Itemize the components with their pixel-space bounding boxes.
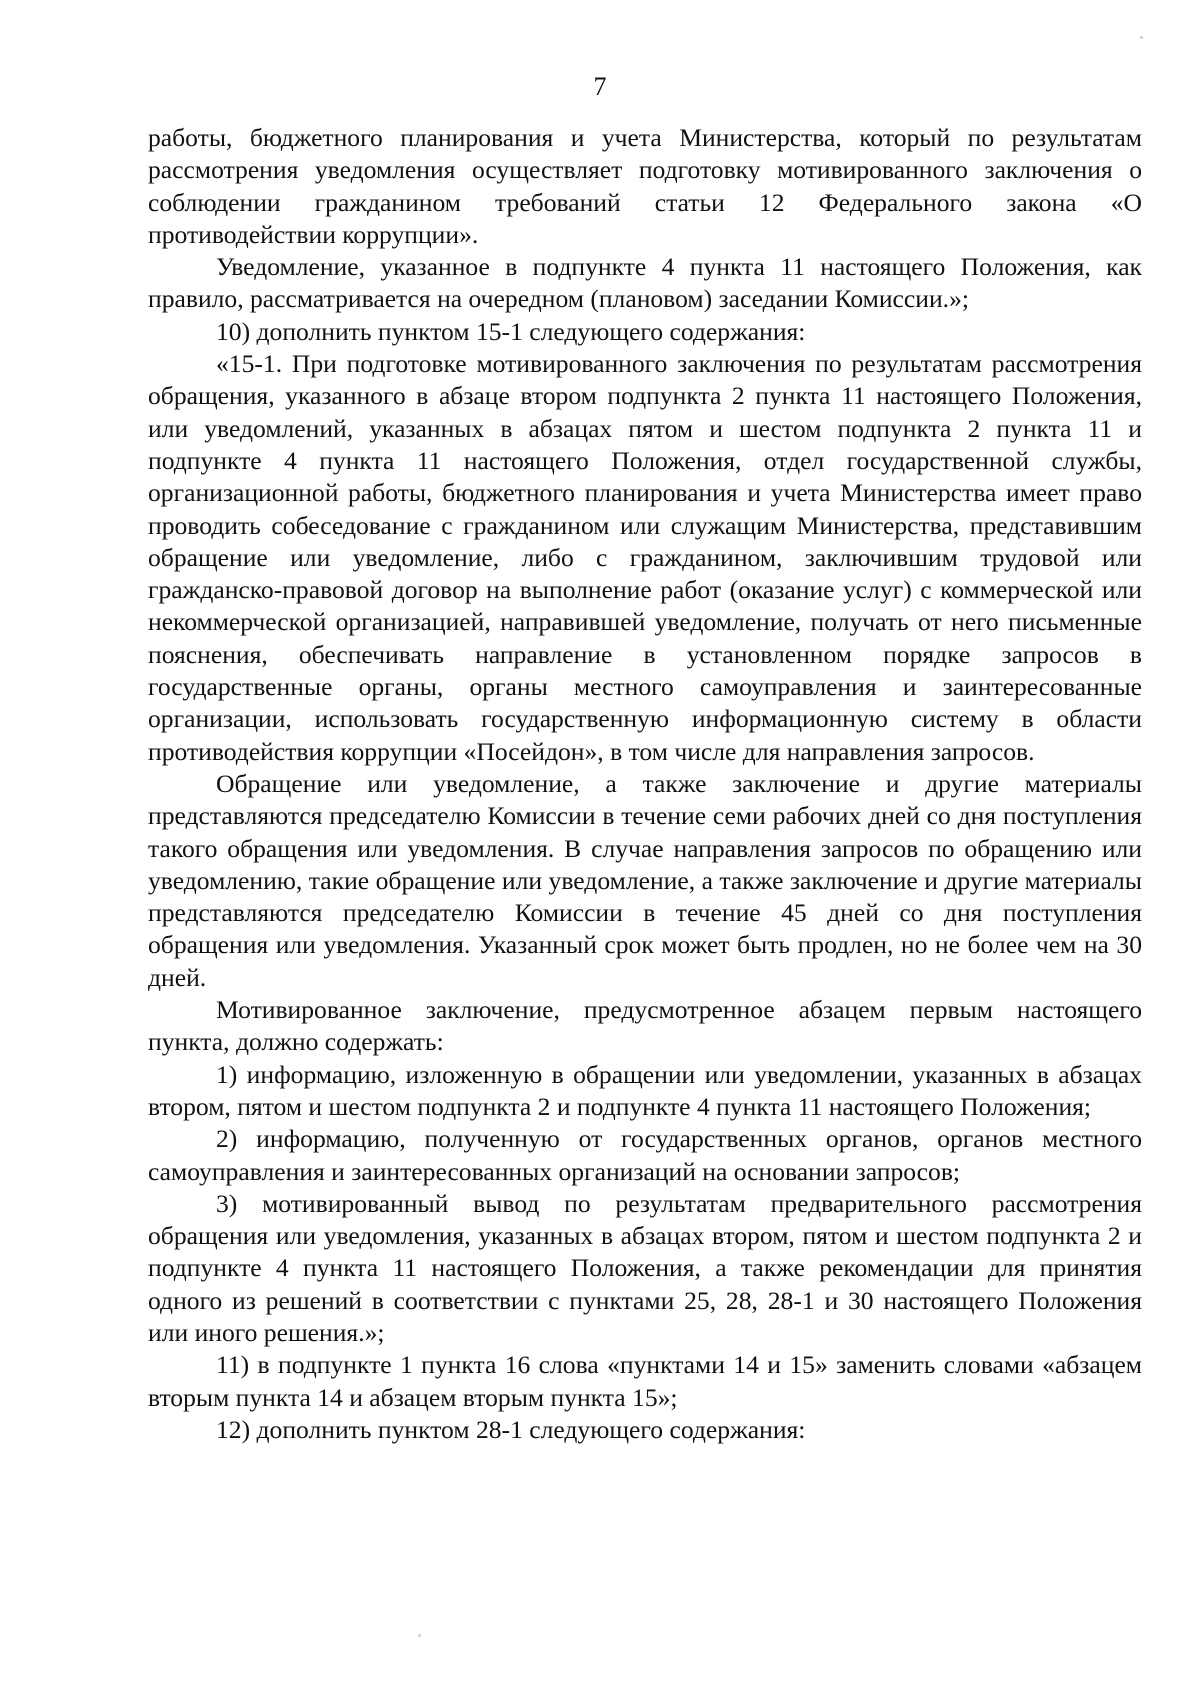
scan-speck	[1140, 36, 1143, 39]
paragraph: Мотивированное заключение, предусмотренное абзацем первым настоящего пункта, должно содержать:	[148, 995, 1142, 1057]
scan-speck	[418, 1634, 421, 1637]
paragraph: работы, бюджетного планирования и учета Министерства, который по результатам рассмотрения уведомления осуществляет подготовку мотивированного заключения о соблюдении гражданином требований статьи 12 Федерального закона «О противодействии коррупции».	[148, 123, 1142, 249]
paragraph: 11) в подпункте 1 пункта 16 слова «пунктами 14 и 15» заменить словами «абзацем вторым пункта 14 и абзацем вторым пункта 15»;	[148, 1350, 1142, 1412]
document-body	[148, 122, 1142, 1446]
paragraph: Обращение или уведомление, а также заключение и другие материалы представляются председателю Комиссии в течение семи рабочих дней со дня поступления такого обращения или уведомления. В случае направления запросов по обращению или уведомлению, такие обращение или уведомление, а также заключение и другие материалы представляются председателю Комиссии в течение 45 дней со дня поступления обращения или уведомления. Указанный срок может быть продлен, но не более чем на 30 дней.	[148, 768, 1142, 992]
paragraph: 1) информацию, изложенную в обращении или уведомлении, указанных в абзацах втором, пятом и шестом подпункта 2 и подпункте 4 пункта 11 настоящего Положения;	[148, 1059, 1142, 1121]
page-number: 7	[593, 72, 607, 101]
paragraph: Уведомление, указанное в подпункте 4 пункта 11 настоящего Положения, как правило, рассматривается на очередном (плановом) заседании Комиссии.»;	[148, 252, 1142, 314]
paragraph: «15-1. При подготовке мотивированного заключения по результатам рассмотрения обращения, указанного в абзаце втором подпункта 2 пункта 11 настоящего Положения, или уведомлений, указанных в абзацах пятом и шестом подпункта 2 пункта 11 и подпункте 4 пункта 11 настоящего Положения, отдел государственной службы, организационной работы, бюджетного планирования и учета Министерства имеет право проводить собеседование с гражданином или служащим Министерства, представившим обращение или уведомление, либо с гражданином, заключившим трудовой или гражданско-правовой договор на выполнение работ (оказание услуг) с коммерческой или некоммерческой организацией, направившей уведомление, получать от него письменные пояснения, обеспечивать направление в установленном порядке запросов в государственные органы, органы местного самоуправления и заинтересованные организации, использовать государственную информационную систему в области противодействия коррупции «Посейдон», в том числе для направления запросов.	[148, 349, 1142, 766]
paragraph: 10) дополнить пунктом 15-1 следующего содержания:	[216, 316, 806, 346]
paragraph: 2) информацию, полученную от государственных органов, органов местного самоуправления и заинтересованных организаций на основании запросов;	[148, 1124, 1142, 1186]
paragraph: 3) мотивированный вывод по результатам предварительного рассмотрения обращения или уведомления, указанных в абзацах втором, пятом и шестом подпункта 2 и подпункте 4 пункта 11 настоящего Положения, а также рекомендации для принятия одного из решений в соответствии с пунктами 25, 28, 28-1 и 30 настоящего Положения или иного решения.»;	[148, 1188, 1142, 1347]
paragraph: 12) дополнить пунктом 28-1 следующего содержания:	[216, 1414, 806, 1444]
